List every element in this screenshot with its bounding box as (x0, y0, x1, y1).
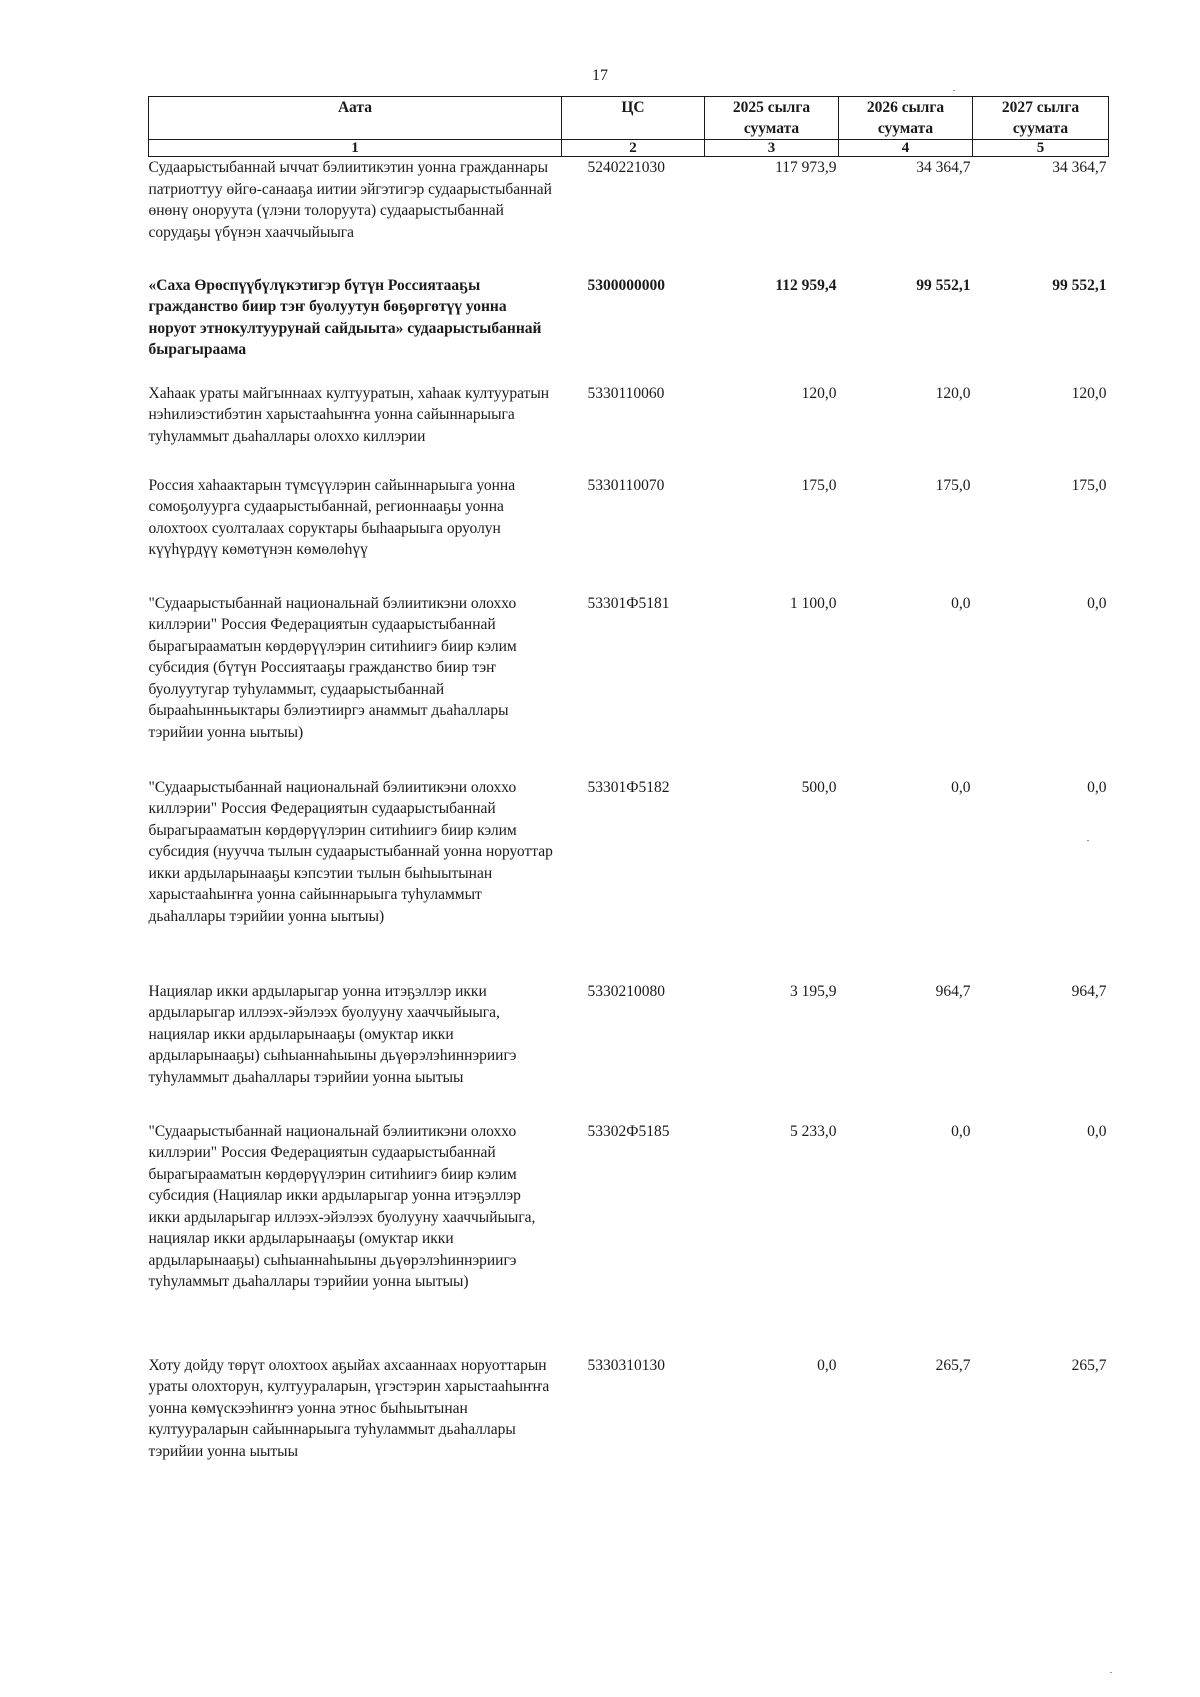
row-code: 53302Ф5185 (587, 1122, 670, 1140)
row-2025: 3 195,9 (790, 982, 837, 1000)
row-2026: 964,7 (935, 982, 971, 1000)
row-2025: 117 973,9 (775, 159, 837, 176)
row-code: 53301Ф5182 (587, 778, 670, 796)
header-name: Аата (149, 97, 562, 140)
table-row (149, 777, 1109, 981)
row-name: Россия хаһаактарын түмсүүлэрин сайыннарыыга уонна сомоҕолуурга судаарыстыбаннай, регионнааҕы уонна олохтоох суолталаах соруктары быһаарыыга оруолун күүһүрдүү көмөтүнэн көмөлөһүү (148, 476, 516, 558)
row-2027: 265,7 (1071, 1356, 1107, 1374)
row-2027: 0,0 (1087, 594, 1107, 612)
column-number: 5 (973, 140, 1109, 157)
scan-speck (1087, 840, 1089, 841)
row-code: 5330310130 (587, 1356, 665, 1374)
table-header (149, 97, 1109, 157)
column-number-row (149, 140, 1109, 157)
scan-speck (1110, 1672, 1112, 1673)
row-2027: 175,0 (1071, 476, 1107, 494)
row-2025: 112 959,4 (775, 276, 837, 294)
column-number: 2 (562, 140, 705, 157)
table-row (149, 275, 1109, 383)
row-name: Хоту дойду төрүт олохтоох аҕыйах ахсааннаах норуоттарын ураты олохторун, култуураларын, үгэстэрин харыстааһыҥҥа уонна көмүскээһиҥҥэ уонна этнос быһыытынан култуураларын сайыннарыыга туһуламмыт дьаһаллары тэрийии уонна ыытыы (148, 1356, 550, 1460)
table-row (149, 981, 1109, 1121)
table-body (149, 157, 1109, 1475)
row-2026: 99 552,1 (916, 276, 971, 294)
row-2027: 99 552,1 (1052, 276, 1107, 294)
row-name: "Судаарыстыбаннай национальнай бэлиитикэни олоххо киллэрии" Россия Федерациятын судаарыстыбаннай бырагырааматын көрдөрүүлэрин ситиһиигэ биир кэлим субсидия (нуучча тылын судаарыстыбаннай уонна норуоттар икки ардыларынааҕы кэпсэтии тылын быһыытынан харыстааһыҥҥа уонна сайыннарыыга туһуламмыт дьаһаллары тэрийии уонна ыытыы) (148, 778, 553, 925)
row-2027: 120,0 (1071, 384, 1107, 402)
row-2025: 1 100,0 (790, 594, 837, 612)
row-code: 53301Ф5181 (587, 594, 670, 612)
scan-speck (953, 90, 955, 91)
table-row (149, 1121, 1109, 1355)
page-number: 17 (592, 67, 608, 84)
row-2025: 120,0 (801, 384, 837, 402)
row-2025: 0,0 (817, 1356, 837, 1374)
header-code: ЦС (562, 97, 705, 140)
row-2025: 5 233,0 (790, 1122, 837, 1140)
table-row (149, 1355, 1109, 1475)
row-code: 5300000000 (587, 276, 665, 294)
row-2026: 0,0 (951, 778, 971, 796)
row-code: 5240221030 (587, 159, 665, 176)
row-name: «Саха Өрөспүүбүлүкэтигэр бүтүн Россиятааҕы гражданство биир тэҥ буолуутун бөҕөргөтүү уонна норуот этнокултуурунай сайдыыта» судаарыстыбаннай бырагыраама (148, 276, 542, 358)
row-2026: 34 364,7 (916, 159, 971, 176)
header-row (149, 97, 1109, 140)
table-row (149, 593, 1109, 777)
header-2025: 2025 сылга суумата (705, 97, 839, 140)
row-name: "Судаарыстыбаннай национальнай бэлиитикэни олоххо киллэрии" Россия Федерациятын судаарыстыбаннай бырагырааматын көрдөрүүлэрин ситиһиигэ биир кэлим субсидия (бүтүн Россиятааҕы гражданство биир тэҥ буолуутугар туһуламмыт, судаарыстыбаннай бырааһынньыктары бэлиэтииргэ анаммыт дьаһаллары тэрийии уонна ыытыы) (148, 594, 517, 741)
row-2027: 964,7 (1071, 982, 1107, 1000)
row-code: 5330110070 (587, 476, 665, 494)
row-2026: 0,0 (951, 1122, 971, 1140)
row-2026: 120,0 (935, 384, 971, 402)
row-2025: 175,0 (801, 476, 837, 494)
column-number: 3 (705, 140, 839, 157)
row-2027: 34 364,7 (1052, 159, 1107, 176)
row-code: 5330110060 (587, 384, 665, 402)
row-name: "Судаарыстыбаннай национальнай бэлиитикэни олоххо киллэрии" Россия Федерациятын судаарыстыбаннай бырагырааматын көрдөрүүлэрин ситиһиигэ биир кэлим субсидия (Нациялар икки ардыларыгар уонна итэҕэллэр икки ардыларыгар иллээх-эйэлээх буолууну хааччыйыыга, нациялар икки ардыларынааҕы (омуктар икки ардыларынааҕы) сыһыаннаһыыны дьүөрэлэһиннэриигэ туһуламмыт дьаһаллары тэрийии уонна ыытыы) (148, 1122, 536, 1290)
row-2026: 0,0 (951, 594, 971, 612)
column-number: 1 (149, 140, 562, 157)
header-2026: 2026 сылга суумата (839, 97, 973, 140)
table-row (149, 157, 1109, 275)
row-2027: 0,0 (1087, 778, 1107, 796)
table-row (149, 383, 1109, 475)
row-name: Судаарыстыбаннай ыччат бэлиитикэтин уонна гражданнары патриоттуу өйгө-санааҕа иитии эйгэтигэр судаарыстыбаннай өнөнү оноруута (үлэни толоруута) судаарыстыбаннай сорудаҕы үбүнэн хааччыйыыга (148, 159, 552, 241)
row-2026: 265,7 (935, 1356, 971, 1374)
column-number: 4 (839, 140, 973, 157)
row-2027: 0,0 (1087, 1122, 1107, 1140)
row-2025: 500,0 (801, 778, 837, 796)
row-2026: 175,0 (935, 476, 971, 494)
row-code: 5330210080 (587, 982, 665, 1000)
table-row (149, 475, 1109, 593)
row-name: Хаһаак ураты майгыннаах култууратын, хаһаак култууратын нэһилиэстибэтин харыстааһыҥҥа уонна сайыннарыыга туһуламмыт дьаһаллары олоххо киллэрии (148, 384, 550, 445)
budget-table (148, 96, 1109, 1475)
header-2027: 2027 сылга суумата (973, 97, 1109, 140)
row-name: Нациялар икки ардыларыгар уонна итэҕэллэр икки ардыларыгар иллээх-эйэлээх буолууну хааччыйыыга, нациялар икки ардыларынааҕы (омуктар икки ардыларынааҕы) сыһыаннаһыыны дьүөрэлэһиннэриигэ туһуламмыт дьаһаллары тэрийии уонна ыытыы (148, 982, 517, 1086)
